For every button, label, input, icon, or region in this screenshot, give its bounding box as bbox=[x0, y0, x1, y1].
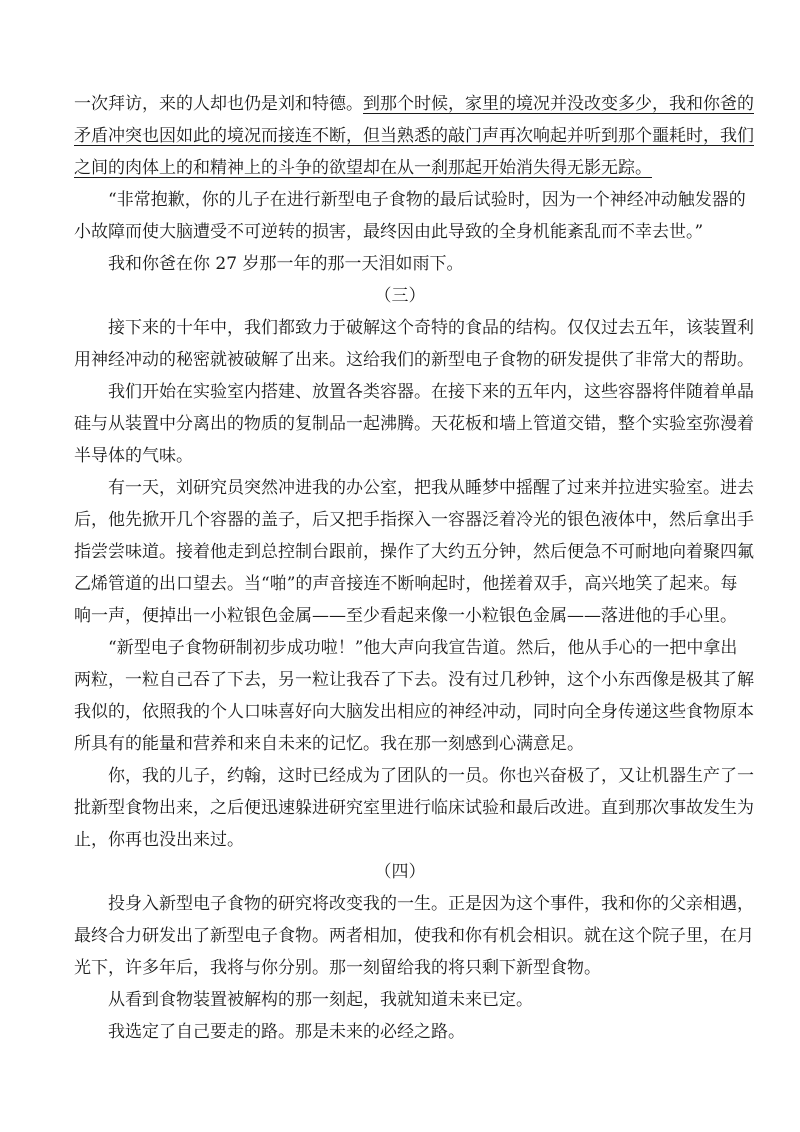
section-heading-4: （四） bbox=[374, 862, 426, 882]
text-line: 我和你爸在你 27 岁那一年的那一天泪如雨下。 bbox=[108, 254, 464, 274]
underlined-text: 之间的肉体上的和精神上的斗争的欲望却在从一刹那起开始消失得无影无踪。 bbox=[74, 158, 652, 178]
underlined-text: 矛盾冲突也因如此的境况而接连不断，但当熟悉的敲门声再次响起并听到那个噩耗时，我们 bbox=[74, 126, 754, 146]
text-line bbox=[74, 120, 754, 152]
text-line: 光下，许多年后，我将与你分别。那一刻留给我的将只剩下新型食物。 bbox=[74, 958, 601, 978]
text-line: 硅与从装置中分离出的物质的复制品一起沸腾。天花板和墙上管道交错，整个实验室弥漫着 bbox=[74, 414, 754, 434]
paragraph-decade bbox=[74, 312, 754, 376]
paragraph-son bbox=[74, 760, 754, 856]
text-line: 我们开始在实验室内搭建、放置各类容器。在接下来的五年内，这些容器将伴随着单晶 bbox=[108, 382, 754, 402]
text-line: 两粒，一粒自己吞了下去，另一粒让我吞了下去。没有过几秒钟，这个小东西像是极其了解 bbox=[74, 670, 754, 690]
underlined-text: 到那个时候，家里的境况并没改变多少，我和你爸的 bbox=[363, 94, 754, 114]
section-heading-3: （三） bbox=[374, 286, 426, 306]
paragraph-tears bbox=[74, 248, 726, 280]
paragraph-life bbox=[74, 888, 754, 984]
text-line: 你，我的儿子，约翰，这时已经成为了团队的一员。你也兴奋极了，又让机器生产了一 bbox=[108, 766, 754, 786]
paragraph-lab bbox=[74, 376, 754, 472]
paragraph-intro bbox=[74, 88, 754, 184]
text-line: 止，你再也没出来过。 bbox=[74, 830, 244, 850]
text-line: 我似的，依照我的个人口味喜好向大脑发出相应的神经冲动，同时向全身传递这些食物原本 bbox=[74, 702, 754, 722]
text-line: 乙烯管道的出口望去。当“啪”的声音接连不断响起时，他搓着双手，高兴地笑了起来。每 bbox=[74, 574, 738, 594]
text-line: 批新型食物出来，之后便迅速躲进研究室里进行临床试验和最后改进。直到那次事故发生为 bbox=[74, 798, 754, 818]
text-line: 从看到食物装置被解构的那一刻起，我就知道未来已定。 bbox=[108, 990, 533, 1010]
text-line: 接下来的十年中，我们都致力于破解这个奇特的食品的结构。仅仅过去五年，该装置利 bbox=[108, 318, 754, 338]
text-line: 用神经冲动的秘密就被破解了出来。这给我们的新型电子食物的研发提供了非常大的帮助。 bbox=[74, 350, 754, 370]
text-line: 有一天，刘研究员突然冲进我的办公室，把我从睡梦中摇醒了过来并拉进实验室。进去 bbox=[108, 478, 754, 498]
paragraph-decided bbox=[74, 984, 726, 1016]
text-line: “新型电子食物研制初步成功啦！”他大声向我宣告道。然后，他从手心的一把中拿出 bbox=[108, 638, 738, 658]
text-line: 投身入新型电子食物的研究将改变我的一生。正是因为这个事件，我和你的父亲相遇， bbox=[108, 894, 754, 914]
text-line: 最终合力研发出了新型电子食物。两者相加，使我和你有机会相识。就在这个院子里，在月 bbox=[74, 926, 754, 946]
text-line: 响一声，便掉出一小粒银色金属——至少看起来像一小粒银色金属——落进他的手心里。 bbox=[74, 606, 737, 626]
paragraph-sorry bbox=[74, 184, 746, 248]
text-line: 指尝尝味道。接着他走到总控制台跟前，操作了大约五分钟，然后便急不可耐地向着聚四氟 bbox=[74, 542, 754, 562]
text-line: 半导体的气味。 bbox=[74, 446, 193, 466]
text-span: 一次拜访，来的人却也仍是刘和特德。 bbox=[74, 94, 363, 114]
text-line bbox=[74, 152, 726, 184]
paragraph-success bbox=[74, 632, 754, 760]
text-line: 我选定了自己要走的路。那是未来的必经之路。 bbox=[108, 1022, 465, 1042]
paragraph-liu bbox=[74, 472, 754, 632]
text-line: 后，他先掀开几个容器的盖子，后又把手指探入一容器泛着冷光的银色液体中，然后拿出手 bbox=[74, 510, 754, 530]
text-line: 小故障而使大脑遭受不可逆转的损害，最终因由此导致的全身机能紊乱而不幸去世。” bbox=[74, 222, 704, 242]
paragraph-path bbox=[74, 1016, 726, 1048]
text-line bbox=[74, 88, 754, 120]
text-line: “非常抱歉，你的儿子在进行新型电子食物的最后试验时，因为一个神经冲动触发器的 bbox=[108, 190, 746, 210]
text-line: 所具有的能量和营养和来自未来的记忆。我在那一刻感到心满意足。 bbox=[74, 734, 584, 754]
